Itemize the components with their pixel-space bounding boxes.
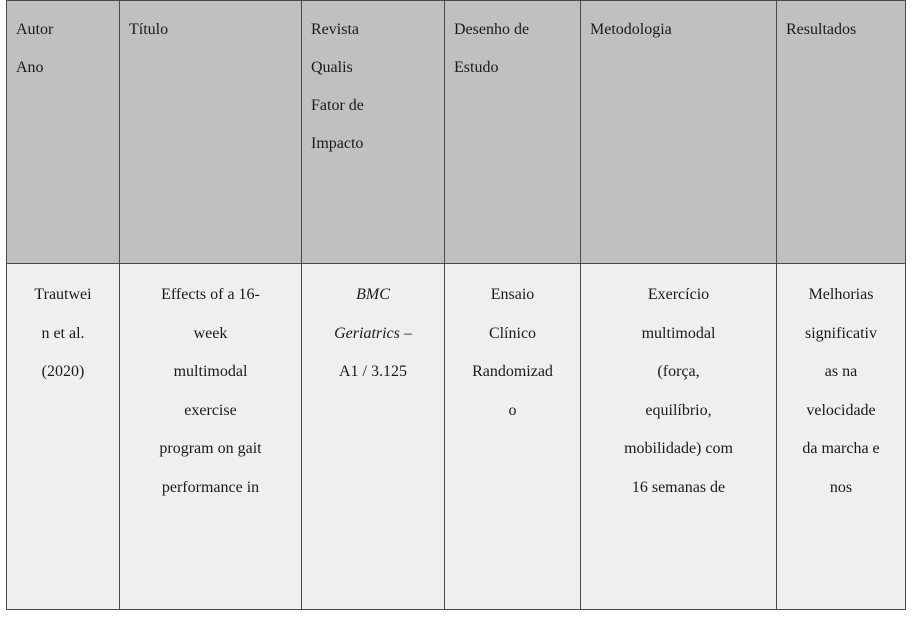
header-metodologia — [581, 1, 777, 264]
header-word: de — [513, 21, 530, 38]
cell-text: n et al. — [41, 324, 85, 342]
literature-review-table — [6, 0, 906, 610]
cell-text: multimodal — [173, 363, 248, 381]
journal-name-line — [306, 315, 440, 354]
header-text: Qualis — [311, 59, 353, 76]
header-text: Ano — [16, 59, 44, 76]
cell-text: multimodal — [641, 324, 716, 342]
header-text: Impacto — [311, 135, 364, 152]
header-revista — [302, 1, 445, 264]
header-text: Título — [129, 21, 169, 38]
table-header-row — [7, 1, 906, 264]
table-row — [7, 264, 906, 610]
cell-revista — [302, 264, 445, 610]
cell-text: nos — [829, 478, 853, 496]
cell-text: as na — [824, 363, 858, 381]
journal-name-italic: Geriatrics — [334, 324, 400, 342]
cell-text: performance in — [161, 478, 260, 496]
header-text: Revista — [311, 21, 359, 38]
header-text: Autor — [16, 21, 54, 38]
cell-text: Melhorias — [808, 286, 874, 303]
cell-text: program on gait — [159, 440, 262, 458]
header-resultados — [777, 1, 906, 264]
cell-text: Effects of a 16- — [161, 286, 260, 303]
cell-text: da marcha e — [802, 440, 880, 458]
journal-dash: – — [399, 324, 412, 342]
header-text-justified — [311, 87, 435, 125]
cell-text: Clínico — [488, 324, 537, 342]
header-word: de — [348, 97, 364, 114]
cell-text: Ensaio — [490, 286, 535, 303]
cell-text: (2020) — [41, 363, 85, 381]
header-text-justified — [454, 11, 571, 49]
header-titulo — [120, 1, 302, 264]
header-word: Desenho — [454, 21, 510, 38]
cell-metodologia — [581, 264, 777, 610]
cell-text: o — [508, 401, 517, 419]
header-text: Metodologia — [590, 21, 672, 38]
cell-text: equilíbrio, — [645, 401, 712, 419]
cell-text: mobilidade) com — [624, 440, 733, 458]
header-text: Estudo — [454, 59, 499, 76]
cell-desenho — [445, 264, 581, 610]
cell-text: Randomizad — [472, 363, 553, 381]
cell-text: week — [193, 324, 228, 342]
cell-text: (força, — [657, 363, 700, 381]
cell-text: Trautwei — [34, 286, 92, 303]
header-text: Resultados — [786, 21, 857, 38]
journal-name: BMC — [356, 286, 390, 303]
cell-autor — [7, 264, 120, 610]
cell-text: significativ — [805, 324, 877, 342]
cell-text: velocidade — [806, 401, 876, 419]
header-word: Fator — [311, 97, 345, 114]
cell-text: Exercício — [647, 286, 710, 303]
qualis-impact-factor: A1 / 3.125 — [339, 363, 407, 381]
cell-text: 16 semanas de — [631, 478, 726, 496]
header-desenho-estudo — [445, 1, 581, 264]
header-autor-ano — [7, 1, 120, 264]
cell-text: exercise — [184, 401, 237, 419]
cell-titulo — [120, 264, 302, 610]
cell-resultados — [777, 264, 906, 610]
